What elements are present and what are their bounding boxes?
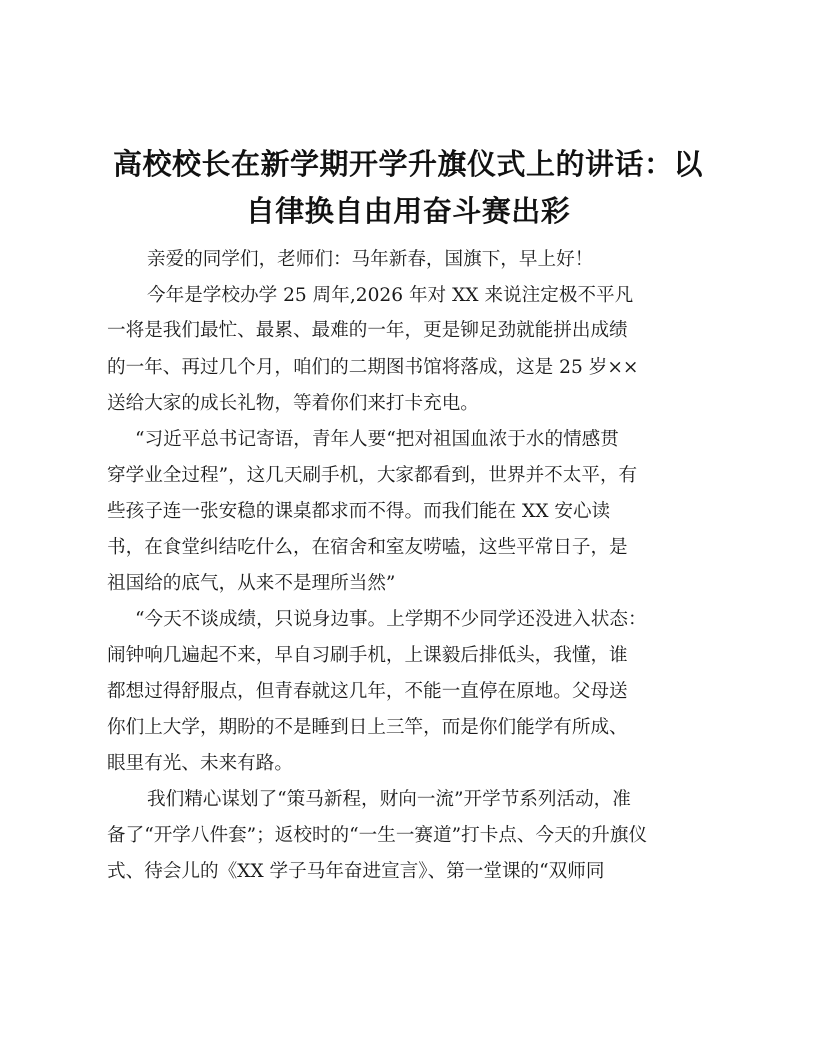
paragraph-line: 的一年、再过几个月，咱们的二期图书馆将落成，这是 25 岁×× — [107, 357, 639, 378]
paragraph-line: 都想过得舒服点，但青春就这几年，不能一直停在原地。父母送 — [107, 681, 628, 702]
paragraph-line: 祖国给的底气，从来不是理所当然” — [107, 573, 396, 594]
document-title-line-2: 自律换自由用奋斗赛出彩 — [245, 194, 571, 228]
paragraph-line: “今天不谈成绩，只说身边事。上学期不少同学还没进入状态： — [135, 609, 647, 630]
paragraph-line: 我们精心谋划了“策马新程，财向一流”开学节系列活动，准 — [147, 789, 631, 810]
paragraph-line: 些孩子连一张安稳的课桌都求而不得。而我们能在 XX 安心读 — [107, 501, 611, 522]
paragraph-line: 式、待会儿的《XX 学子马年奋进宣言》、第一堂课的“双师同 — [107, 861, 605, 882]
paragraph-line: 你们上大学，期盼的不是睡到日上三竿，而是你们能学有所成、 — [107, 717, 628, 738]
paragraph-line: 今年是学校办学 25 周年,2026 年对 XX 来说注定极不平凡 — [147, 285, 634, 306]
paragraph-line: 书，在食堂纠结吃什么，在宿舍和室友唠嗑，这些平常日子，是 — [107, 537, 628, 558]
paragraph-line: 备了“开学八件套”；返校时的“一生一赛道”打卡点、今天的升旗仪 — [107, 825, 648, 846]
paragraph-line: 闹钟响几遍起不来，早自习刷手机，上课毅后排低头，我懂，谁 — [107, 645, 628, 666]
document-title-line-1: 高校校长在新学期开学升旗仪式上的讲话：以 — [112, 147, 703, 181]
paragraph-line: 一将是我们最忙、最累、最难的一年，更是铆足劲就能拼出成绩 — [107, 320, 628, 341]
paragraph-line: “习近平总书记寄语，青年人要“把对祖国血浓于水的情感贯 — [135, 429, 619, 450]
paragraph-line: 穿学业全过程”，这几天刷手机，大家都看到，世界并不太平，有 — [107, 465, 638, 486]
paragraph-line: 亲爱的同学们，老师们：马年新春，国旗下，早上好！ — [147, 249, 594, 270]
paragraph-line: 眼里有光、未来有路。 — [107, 753, 293, 774]
paragraph-line: 送给大家的成长礼物，等着你们来打卡充电。 — [107, 393, 479, 414]
